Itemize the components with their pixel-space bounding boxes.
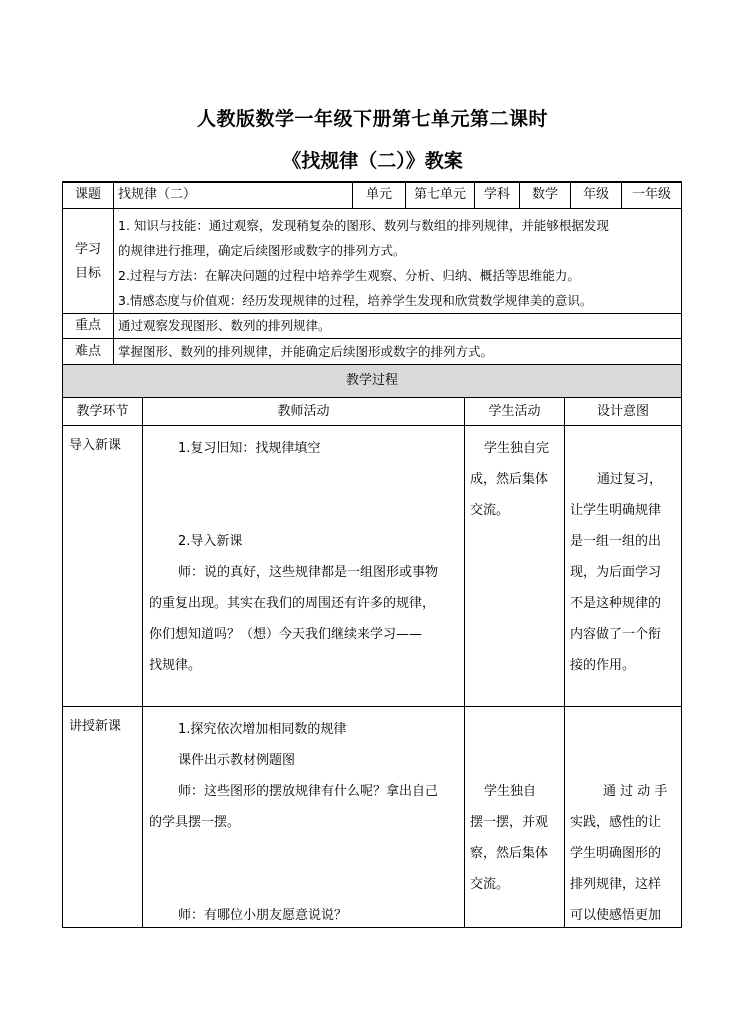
difficulty-value: 掌握图形、数列的排列规律，并能确定后续图形或数字的排列方式。 bbox=[118, 344, 494, 359]
topic-label: 课题 bbox=[74, 187, 101, 202]
teacher-line: 课件出示教材例题图 bbox=[178, 753, 296, 768]
teacher-line: 1.复习旧知：找规律填空 bbox=[178, 441, 321, 456]
stage-cell: 讲授新课 bbox=[69, 719, 122, 734]
student-line: 成，然后集体 bbox=[470, 472, 549, 487]
process-header: 教学过程 bbox=[345, 373, 398, 388]
difficulty-label: 难点 bbox=[74, 344, 101, 359]
intent-line: 接的作用。 bbox=[570, 658, 636, 673]
stage-cell: 导入新课 bbox=[69, 438, 122, 453]
teacher-line: 的学具摆一摆。 bbox=[149, 815, 241, 830]
intent-line: 内容做了一个衔 bbox=[570, 627, 662, 642]
key-point-label: 重点 bbox=[74, 318, 101, 333]
column-header-teacher: 教师活动 bbox=[277, 404, 330, 419]
teacher-line: 的重复出现。其实在我们的周围还有许多的规律， bbox=[149, 596, 436, 611]
objectives-label-line: 目标 bbox=[74, 266, 101, 281]
objective-line: 2.过程与方法：在解决问题的过程中培养学生观察、分析、归纳、概括等思维能力。 bbox=[118, 268, 580, 283]
objectives-text bbox=[118, 213, 678, 313]
grade-value: 一年级 bbox=[631, 187, 671, 202]
intent-line: 排列规律，这样 bbox=[570, 877, 662, 892]
objectives-label bbox=[63, 238, 113, 286]
column-header-student: 学生活动 bbox=[488, 404, 541, 419]
teacher-line: 师：有哪位小朋友愿意说说？ bbox=[178, 908, 348, 923]
intent-line: 通 过 动 手 bbox=[603, 784, 668, 799]
teacher-line: 1.探究依次增加相同数的规律 bbox=[178, 722, 347, 737]
intent-line: 是一组一组的出 bbox=[570, 534, 662, 549]
intent-line: 让学生明确规律 bbox=[570, 503, 662, 518]
key-point-value: 通过观察发现图形、数列的排列规律。 bbox=[118, 318, 331, 333]
subject-label: 学科 bbox=[483, 187, 510, 202]
objective-line: 3.情感态度与价值观：经历发现规律的过程，培养学生发现和欣赏数学规律美的意识。 bbox=[118, 293, 593, 308]
intent-line: 实践，感性的让 bbox=[570, 815, 662, 830]
student-line: 摆一摆，并观 bbox=[470, 815, 549, 830]
grade-label: 年级 bbox=[582, 187, 609, 202]
column-header-intent: 设计意图 bbox=[596, 404, 649, 419]
student-line: 察，然后集体 bbox=[470, 846, 549, 861]
objective-line: 的规律进行推理，确定后续图形或数字的排列方式。 bbox=[118, 243, 406, 258]
unit-value: 第七单元 bbox=[413, 187, 466, 202]
student-line: 学生独自 bbox=[484, 784, 537, 799]
teacher-line: 师：说的真好，这些规律都是一组图形或事物 bbox=[178, 565, 439, 580]
objective-line: 1. 知识与技能：通过观察，发现稍复杂的图形、数列与数组的排列规律，并能够根据发现 bbox=[118, 218, 609, 233]
student-line: 交流。 bbox=[470, 503, 510, 518]
intent-line: 现，为后面学习 bbox=[570, 565, 662, 580]
intent-line: 可以使感悟更加 bbox=[570, 908, 662, 923]
student-line: 学生独自完 bbox=[484, 441, 550, 456]
column-header-stage: 教学环节 bbox=[76, 404, 129, 419]
topic-value: 找规律（二） bbox=[118, 187, 197, 202]
subject-value: 数学 bbox=[531, 187, 558, 202]
teacher-line: 找规律。 bbox=[149, 658, 202, 673]
teacher-line: 师：这些图形的摆放规律有什么呢？拿出自己 bbox=[178, 784, 439, 799]
document-subtitle: 《找规律（二）》教案 bbox=[282, 150, 463, 172]
intent-line: 不是这种规律的 bbox=[570, 596, 662, 611]
teacher-line: 你们想知道吗？（想）今天我们继续来学习—— bbox=[149, 627, 423, 642]
intent-line: 学生明确图形的 bbox=[570, 846, 662, 861]
objectives-label-line: 学习 bbox=[74, 242, 101, 257]
unit-label: 单元 bbox=[365, 187, 392, 202]
teacher-line: 2.导入新课 bbox=[178, 534, 243, 549]
intent-line: 通过复习， bbox=[597, 472, 663, 487]
student-line: 交流。 bbox=[470, 877, 510, 892]
document-title: 人教版数学一年级下册第七单元第二课时 bbox=[196, 108, 548, 130]
